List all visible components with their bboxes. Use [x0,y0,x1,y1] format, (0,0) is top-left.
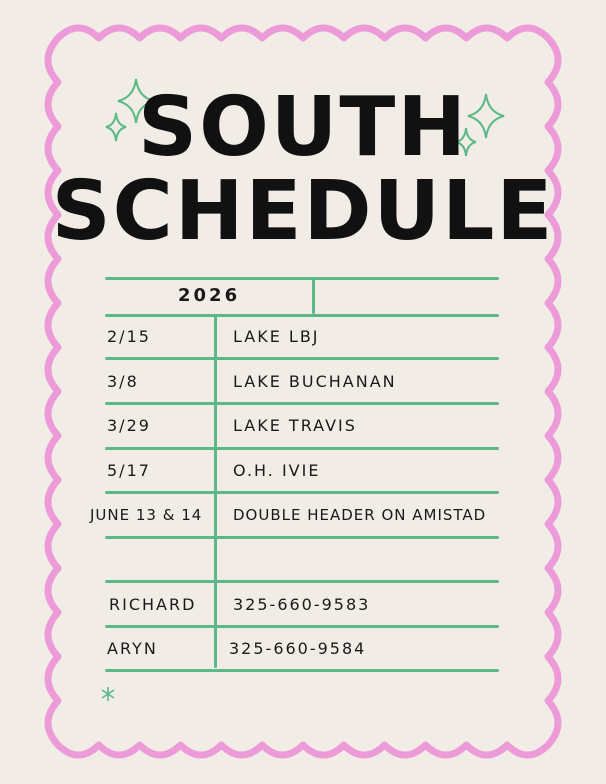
asterisk-icon [100,686,116,702]
divider [105,402,499,405]
divider [105,447,499,450]
contact-phone: 325-660-9583 [233,595,371,614]
event-date: 3/29 [107,416,151,435]
divider [105,536,499,539]
column-divider [312,279,315,314]
divider [105,580,499,583]
divider [105,491,499,494]
event-location: LAKE TRAVIS [233,416,357,435]
event-date: 5/17 [107,461,151,480]
contact-phone: 325-660-9584 [229,639,367,658]
contact-name: ARYN [107,639,158,658]
event-location: LAKE LBJ [233,327,320,346]
event-location: O.H. IVIE [233,461,321,480]
divider [105,625,499,628]
column-divider [214,316,217,668]
title-line-1: SOUTH [138,80,468,175]
divider [105,277,499,280]
divider [105,357,499,360]
event-date: JUNE 13 & 14 [90,506,203,524]
event-date: 2/15 [107,327,151,346]
divider [105,669,499,672]
title-line-2: SCHEDULE [51,164,555,259]
divider [105,314,499,317]
contact-name: RICHARD [109,595,197,614]
year-header: 2026 [178,285,241,306]
event-location: LAKE BUCHANAN [233,372,397,391]
event-date: 3/8 [107,372,139,391]
event-location: DOUBLE HEADER ON AMISTAD [233,506,487,524]
